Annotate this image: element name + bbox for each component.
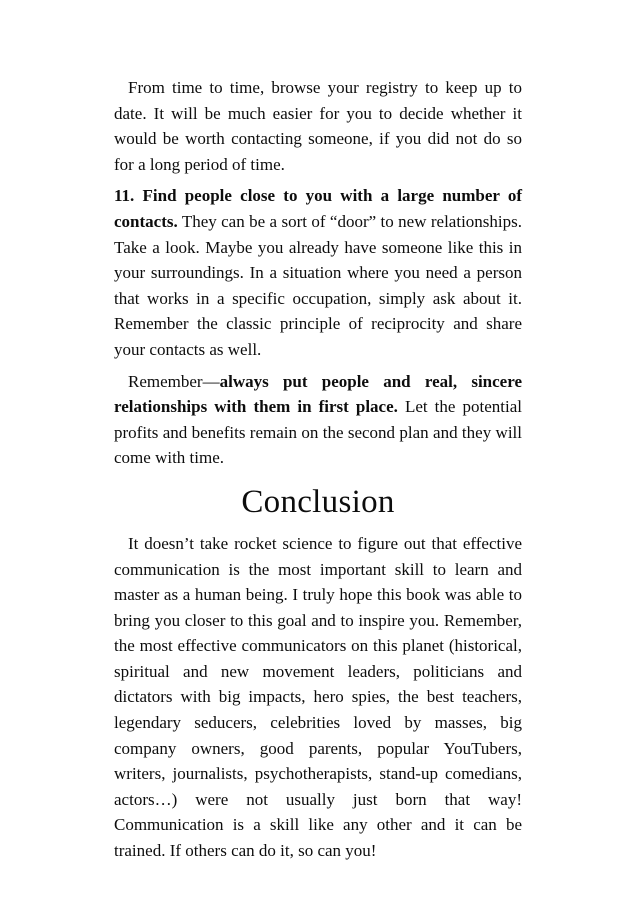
bold-text-segment: always put people and real, sincere relationships with them in first place. — [114, 371, 522, 417]
paragraph-registry-tip — [114, 75, 522, 177]
paragraph-remember-people-first — [114, 369, 522, 471]
chapter-heading-conclusion: Conclusion — [241, 483, 395, 520]
bold-text-segment: 11. Find people close to you with a large number of contacts. — [114, 186, 522, 231]
paragraph-tip-11-find-people — [114, 183, 522, 362]
text-segment: They can be a sort of “door” to new relationships. Take a look. Maybe you already have someone like this in your surroundings. In a situation where you need a person that works in a specific occupation, simply ask about it. Remember the classic principle of reciprocity and share your contacts as well. — [114, 211, 522, 359]
text-segment: Remember— — [128, 371, 220, 391]
text-segment: It doesn’t take rocket science to figure out that effective communication is the most important skill to learn and master as a human being. I truly hope this book was able to bring you closer to this goal and to inspire you. Remember, the most effective communicators on this planet (historical, spiritual and new movement leaders, politicians and dictators with big impacts, hero spies, the best teachers, legendary seducers, celebrities loved by masses, big company owners, good parents, popular YouTubers, writers, journalists, psychotherapists, stand-up comedians, actors…) were not usually just born that way! Communication is a skill like any other and it can be trained. If others can do it, so can you! — [114, 533, 522, 861]
paragraph-conclusion-body — [114, 531, 522, 864]
text-segment: Let the potential profits and benefits remain on the second plan and they will come with time. — [114, 397, 522, 468]
text-segment: From time to time, browse your registry to keep up to date. It will be much easier for you to decide whether it would be worth contacting someone, if you did not do so for a long period of time. — [114, 78, 522, 174]
